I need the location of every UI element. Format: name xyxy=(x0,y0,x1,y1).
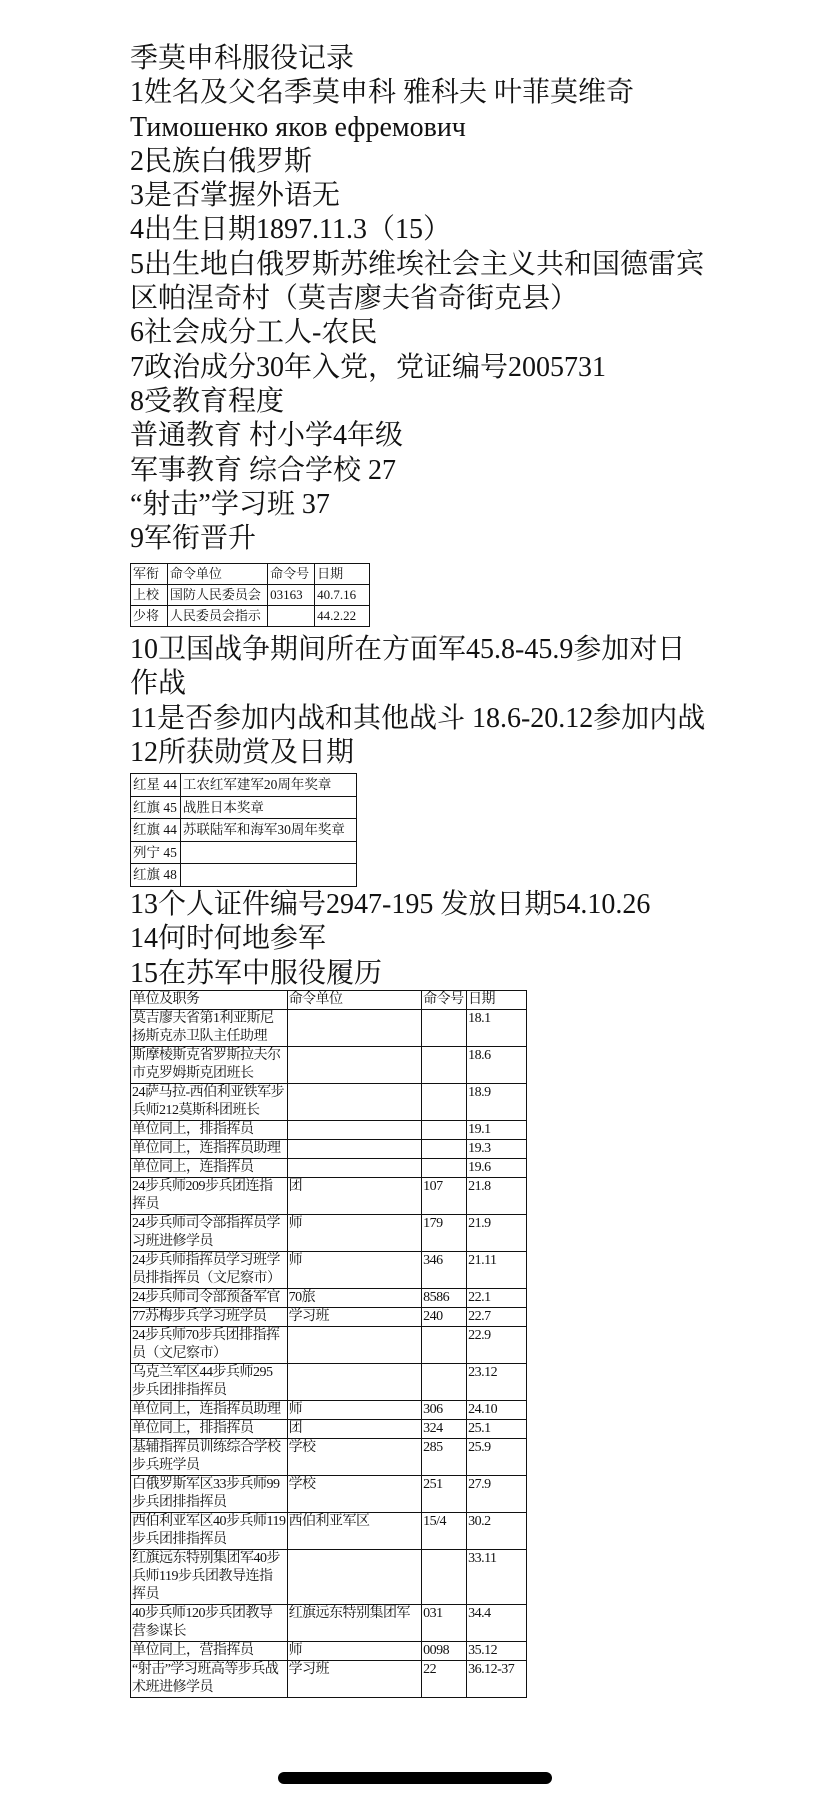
table-cell: 列宁 45 xyxy=(131,841,181,864)
table-cell: 24.10 xyxy=(467,1401,527,1420)
service-history-table xyxy=(130,990,527,1698)
table-row xyxy=(131,1439,527,1476)
column-header: 命令号 xyxy=(268,564,315,585)
table-cell xyxy=(422,1550,467,1605)
table-cell: 8586 xyxy=(422,1289,467,1308)
table-cell xyxy=(422,1159,467,1178)
table-cell: 团 xyxy=(287,1178,422,1215)
record-line: 15在苏军中服役履历 xyxy=(130,957,383,989)
table-cell: 21.8 xyxy=(467,1178,527,1215)
table-row xyxy=(131,1215,527,1252)
record-line: 军事教育 综合学校 27 xyxy=(130,454,397,486)
table-cell: 师 xyxy=(287,1642,422,1661)
table-cell: 少将 xyxy=(131,606,168,627)
record-line: 12所获勋赏及日期 xyxy=(130,736,355,768)
table-row xyxy=(131,1084,527,1121)
record-line: Тимошенко яков ефремович xyxy=(130,111,466,143)
record-line: 10卫国战争期间所在方面军45.8-45.9参加对日 xyxy=(130,634,686,665)
record-line: 7政治成分30年入党，党证编号2005731 xyxy=(130,351,607,383)
table-row xyxy=(131,819,357,842)
table-cell xyxy=(287,1047,422,1084)
header-block xyxy=(130,42,704,556)
table-row xyxy=(131,1289,527,1308)
table-cell: 苏联陆军和海军30周年奖章 xyxy=(180,819,356,842)
record-line: 5出生地白俄罗斯苏维埃社会主义共和国德雷宾 xyxy=(130,248,705,280)
table-cell: 国防人民委员会 xyxy=(167,585,267,606)
table-row xyxy=(131,585,370,606)
table-cell xyxy=(422,1121,467,1140)
table-row xyxy=(131,1252,527,1289)
table-row xyxy=(131,1513,527,1550)
table-cell: 107 xyxy=(422,1178,467,1215)
table-cell xyxy=(287,1159,422,1178)
table-cell: 77苏梅步兵学习班学员 xyxy=(131,1308,288,1327)
table-cell: 斯摩棱斯克省罗斯拉夫尔市克罗姆斯克团班长 xyxy=(131,1047,288,1084)
table-cell: 红旗 44 xyxy=(131,819,181,842)
table-cell xyxy=(287,1140,422,1159)
table-cell: 单位同上，连指挥员助理 xyxy=(131,1140,288,1159)
table-cell: 红旗 48 xyxy=(131,864,181,887)
document-title: 季莫申科服役记录 xyxy=(130,43,355,74)
table-row xyxy=(131,1047,527,1084)
table-cell: 40步兵师120步兵团教导营参谋长 xyxy=(131,1605,288,1642)
table-cell xyxy=(287,1327,422,1364)
table-cell: “射击”学习班高等步兵战术班进修学员 xyxy=(131,1661,288,1698)
table-cell: 学习班 xyxy=(287,1661,422,1698)
table-cell: 莫吉廖夫省第1利亚斯尼扬斯克赤卫队主任助理 xyxy=(131,1010,288,1047)
table-cell xyxy=(422,1047,467,1084)
table-cell: 03163 xyxy=(268,585,315,606)
table-row xyxy=(131,841,357,864)
table-row xyxy=(131,1327,527,1364)
record-line: 3是否掌握外语无 xyxy=(130,180,341,212)
table-cell xyxy=(287,1550,422,1605)
record-line: 作战 xyxy=(130,668,187,700)
table-cell: 人民委员会指示 xyxy=(167,606,267,627)
table-cell: 师 xyxy=(287,1252,422,1289)
awards-table xyxy=(130,773,357,887)
section-10-12 xyxy=(130,633,705,770)
record-line: 13个人证件编号2947-195 发放日期54.10.26 xyxy=(130,889,651,920)
table-cell: 24步兵师209步兵团连指挥员 xyxy=(131,1178,288,1215)
table-cell xyxy=(180,864,356,887)
table-cell: 22.7 xyxy=(467,1308,527,1327)
table-cell: 基辅指挥员训练综合学校步兵班学员 xyxy=(131,1439,288,1476)
table-cell: 团 xyxy=(287,1420,422,1439)
table-cell xyxy=(287,1084,422,1121)
table-cell: 21.9 xyxy=(467,1215,527,1252)
table-row xyxy=(131,1010,527,1047)
record-line: 普通教育 村小学4年级 xyxy=(130,420,404,452)
table-cell: 44.2.22 xyxy=(315,606,370,627)
table-cell: 346 xyxy=(422,1252,467,1289)
record-line: “射击”学习班 37 xyxy=(130,488,330,520)
table-cell xyxy=(422,1084,467,1121)
table-cell: 24步兵师70步兵团排指挥员（文尼察市） xyxy=(131,1327,288,1364)
table-cell: 25.1 xyxy=(467,1420,527,1439)
table-cell: 单位同上，营指挥员 xyxy=(131,1642,288,1661)
column-header: 军衔 xyxy=(131,564,168,585)
table-cell: 师 xyxy=(287,1215,422,1252)
table-cell: 031 xyxy=(422,1605,467,1642)
table-cell xyxy=(287,1010,422,1047)
table-cell: 学校 xyxy=(287,1476,422,1513)
column-header: 命令号 xyxy=(422,991,467,1010)
table-cell xyxy=(422,1140,467,1159)
table-cell: 西伯利亚军区40步兵师119步兵团排指挥员 xyxy=(131,1513,288,1550)
table-cell: 179 xyxy=(422,1215,467,1252)
table-row xyxy=(131,1140,527,1159)
record-line: 4出生日期1897.11.3（15） xyxy=(130,214,451,246)
table-row xyxy=(131,1476,527,1513)
table-cell: 27.9 xyxy=(467,1476,527,1513)
table-row xyxy=(131,1121,527,1140)
table-cell: 红旗远东特别集团军 xyxy=(287,1605,422,1642)
table-cell: 285 xyxy=(422,1439,467,1476)
table-cell: 单位同上，连指挥员 xyxy=(131,1159,288,1178)
table-cell: 21.11 xyxy=(467,1252,527,1289)
table-cell: 单位同上，连指挥员助理 xyxy=(131,1401,288,1420)
table-cell: 红星 44 xyxy=(131,774,181,797)
table-cell: 25.9 xyxy=(467,1439,527,1476)
table-cell: 24步兵师司令部指挥员学习班进修学员 xyxy=(131,1215,288,1252)
table-row xyxy=(131,1178,527,1215)
table-row xyxy=(131,606,370,627)
table-row xyxy=(131,1642,527,1661)
table-row xyxy=(131,864,357,887)
table-cell: 30.2 xyxy=(467,1513,527,1550)
table-cell: 18.1 xyxy=(467,1010,527,1047)
table-cell: 19.6 xyxy=(467,1159,527,1178)
table-cell: 学校 xyxy=(287,1439,422,1476)
table-row xyxy=(131,1308,527,1327)
table-cell: 单位同上，排指挥员 xyxy=(131,1121,288,1140)
table-cell: 19.3 xyxy=(467,1140,527,1159)
record-line: 8受教育程度 xyxy=(130,385,285,417)
column-header: 日期 xyxy=(315,564,370,585)
table-row xyxy=(131,1550,527,1605)
column-header: 命令单位 xyxy=(287,991,422,1010)
section-13-15 xyxy=(130,888,650,991)
table-row xyxy=(131,1159,527,1178)
table-cell: 240 xyxy=(422,1308,467,1327)
table-cell: 红旗 45 xyxy=(131,796,181,819)
table-cell: 乌克兰军区44步兵师295步兵团排指挥员 xyxy=(131,1364,288,1401)
table-row xyxy=(131,1605,527,1642)
table-cell: 单位同上，排指挥员 xyxy=(131,1420,288,1439)
table-cell xyxy=(422,1010,467,1047)
table-cell: 18.9 xyxy=(467,1084,527,1121)
table-cell: 40.7.16 xyxy=(315,585,370,606)
table-cell: 306 xyxy=(422,1401,467,1420)
table-cell: 19.1 xyxy=(467,1121,527,1140)
table-cell: 34.4 xyxy=(467,1605,527,1642)
table-cell: 24步兵师司令部预备军官 xyxy=(131,1289,288,1308)
table-row xyxy=(131,796,357,819)
table-cell: 上校 xyxy=(131,585,168,606)
table-cell xyxy=(422,1364,467,1401)
table-cell: 324 xyxy=(422,1420,467,1439)
table-cell: 22 xyxy=(422,1661,467,1698)
table-row xyxy=(131,1364,527,1401)
rank-promotion-table xyxy=(130,563,370,627)
table-cell: 24萨马拉-西伯利亚铁军步兵师212莫斯科团班长 xyxy=(131,1084,288,1121)
record-line: 区帕涅奇村（莫吉廖夫省奇街克县） xyxy=(130,283,579,315)
table-cell: 工农红军建军20周年奖章 xyxy=(180,774,356,797)
table-cell: 35.12 xyxy=(467,1642,527,1661)
column-header: 日期 xyxy=(467,991,527,1010)
table-cell xyxy=(422,1327,467,1364)
table-cell: 18.6 xyxy=(467,1047,527,1084)
table-row xyxy=(131,1401,527,1420)
table-cell: 15/4 xyxy=(422,1513,467,1550)
table-cell: 22.1 xyxy=(467,1289,527,1308)
table-cell: 70旅 xyxy=(287,1289,422,1308)
table-cell: 36.12-37 xyxy=(467,1661,527,1698)
table-cell: 251 xyxy=(422,1476,467,1513)
record-line: 1姓名及父名季莫申科 雅科夫 叶菲莫维奇 xyxy=(130,77,635,109)
column-header: 命令单位 xyxy=(167,564,267,585)
table-header-row xyxy=(131,991,527,1010)
record-line: 2民族白俄罗斯 xyxy=(130,145,313,177)
table-cell: 23.12 xyxy=(467,1364,527,1401)
table-header-row xyxy=(131,564,370,585)
table-row xyxy=(131,1420,527,1439)
table-cell: 22.9 xyxy=(467,1327,527,1364)
table-cell xyxy=(287,1121,422,1140)
table-cell: 战胜日本奖章 xyxy=(180,796,356,819)
table-cell xyxy=(268,606,315,627)
table-cell: 33.11 xyxy=(467,1550,527,1605)
table-cell: 白俄罗斯军区33步兵师99步兵团排指挥员 xyxy=(131,1476,288,1513)
table-cell xyxy=(287,1364,422,1401)
record-line: 6社会成分工人-农民 xyxy=(130,317,378,349)
table-cell: 0098 xyxy=(422,1642,467,1661)
table-cell: 红旗远东特别集团军40步兵师119步兵团教导连指挥员 xyxy=(131,1550,288,1605)
table-row xyxy=(131,1661,527,1698)
record-line: 11是否参加内战和其他战斗 18.6-20.12参加内战 xyxy=(130,702,706,734)
table-cell: 师 xyxy=(287,1401,422,1420)
column-header: 单位及职务 xyxy=(131,991,288,1010)
record-line: 14何时何地参军 xyxy=(130,923,327,955)
table-row xyxy=(131,774,357,797)
table-cell: 24步兵师指挥员学习班学员排指挥员（文尼察市） xyxy=(131,1252,288,1289)
record-line: 9军衔晋升 xyxy=(130,523,257,555)
home-indicator[interactable] xyxy=(278,1772,552,1784)
table-cell: 西伯利亚军区 xyxy=(287,1513,422,1550)
table-cell: 学习班 xyxy=(287,1308,422,1327)
table-cell xyxy=(180,841,356,864)
